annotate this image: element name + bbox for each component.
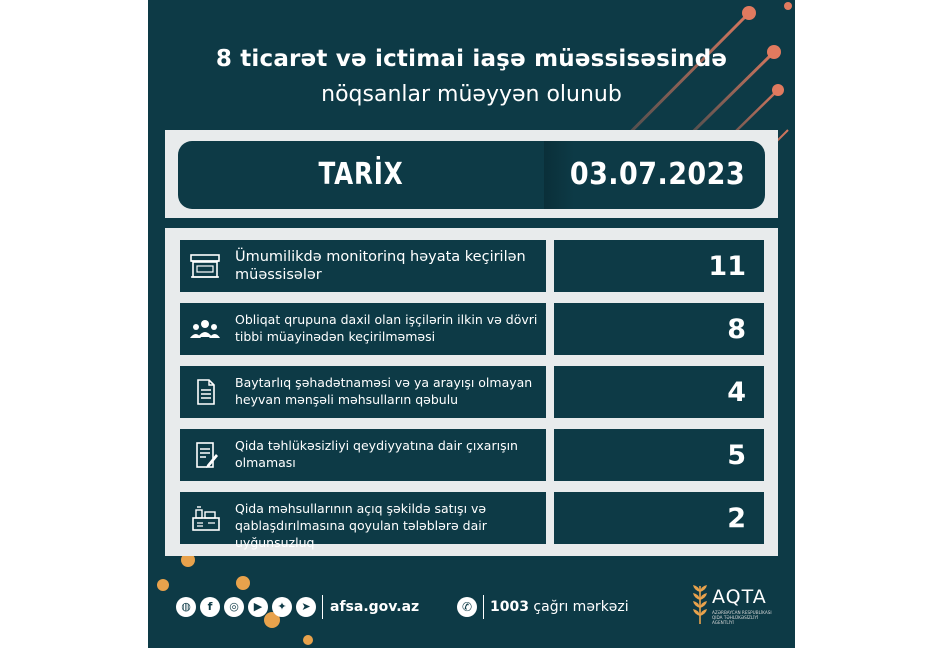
- stat-row: [180, 492, 764, 550]
- stat-row-label-cell: [180, 303, 546, 355]
- stat-row-value: 2: [727, 503, 746, 534]
- globe-icon[interactable]: ◍: [176, 597, 196, 617]
- stat-row-text: Obliqat qrupuna daxil olan işçilərin ilkin və dövri tibbi müayinədən keçirilməməsi: [235, 312, 538, 344]
- instagram-icon[interactable]: ◎: [224, 597, 244, 617]
- stat-row-value: 5: [727, 440, 746, 471]
- stat-row: [180, 366, 764, 418]
- telegram-icon[interactable]: ➤: [296, 597, 316, 617]
- stat-row-text: Qida məhsullarının açıq şəkildə satışı və qablaşdırılmasına qoyulan tələblərə dair uyğunsuzluq: [235, 501, 487, 550]
- stat-row-text: Ümumilikdə monitorinq həyata keçirilən müəssisələr: [235, 249, 526, 283]
- stat-row-label-cell: [180, 240, 546, 292]
- logo-subtitle: AZƏRBAYCAN RESPUBLİKASI QIDA TƏHLÜKƏSİZLİYİ AGENTLİYİ: [712, 610, 772, 625]
- title-line-1: 8 ticarət və ictimai iaşə müəssisəsində: [215, 46, 728, 72]
- stat-row-value-cell: [554, 240, 764, 292]
- youtube-icon[interactable]: ▶: [248, 597, 268, 617]
- poster: [148, 0, 795, 648]
- agency-logo: [690, 586, 772, 638]
- stat-row-value: 11: [708, 251, 746, 282]
- stat-row-value-cell: [554, 303, 764, 355]
- people-group-icon: [188, 315, 222, 343]
- twitter-icon[interactable]: ✦: [272, 597, 292, 617]
- footer-divider: [322, 595, 323, 619]
- facebook-icon[interactable]: f: [200, 597, 220, 617]
- title-line-2: nöqsanlar müəyyən olunub: [321, 82, 622, 107]
- call-center: [490, 599, 629, 615]
- website-link[interactable]: afsa.gov.az: [330, 599, 420, 615]
- document-icon: [188, 378, 222, 406]
- call-number: 1003: [490, 599, 529, 615]
- stat-row-value-cell: [554, 492, 764, 544]
- stat-row: [180, 240, 764, 292]
- stat-row-value-cell: [554, 429, 764, 481]
- stat-row-label-cell: [180, 429, 546, 481]
- stat-row-value: 8: [727, 314, 746, 345]
- stat-row-value: 4: [727, 377, 746, 408]
- call-label: çağrı mərkəzi: [533, 599, 629, 615]
- form-edit-icon: [188, 441, 222, 469]
- footer-divider: [483, 595, 484, 619]
- stat-row-label-cell: [180, 366, 546, 418]
- date-label: TARİX: [318, 157, 404, 192]
- stat-row-text: Baytarlıq şəhadətnaməsi və ya arayışı olmayan heyvan mənşəli məhsulların qəbulu: [235, 375, 533, 407]
- stat-row-text: Qida təhlükəsizliyi qeydiyyatına dair çıxarışın olmaması: [235, 438, 518, 470]
- stat-row: [180, 429, 764, 481]
- stat-row-value-cell: [554, 366, 764, 418]
- logo-name: AQTA: [712, 586, 767, 608]
- footer: [148, 586, 795, 630]
- food-products-icon: [188, 504, 222, 532]
- date-value: 03.07.2023: [569, 157, 746, 192]
- wheat-icon: [690, 582, 710, 626]
- social-links: [176, 597, 316, 617]
- date-box: [178, 141, 765, 209]
- stat-row-label-cell: [180, 492, 546, 550]
- phone-icon: ✆: [457, 597, 477, 617]
- store-icon: [188, 252, 222, 280]
- stat-row: [180, 303, 764, 355]
